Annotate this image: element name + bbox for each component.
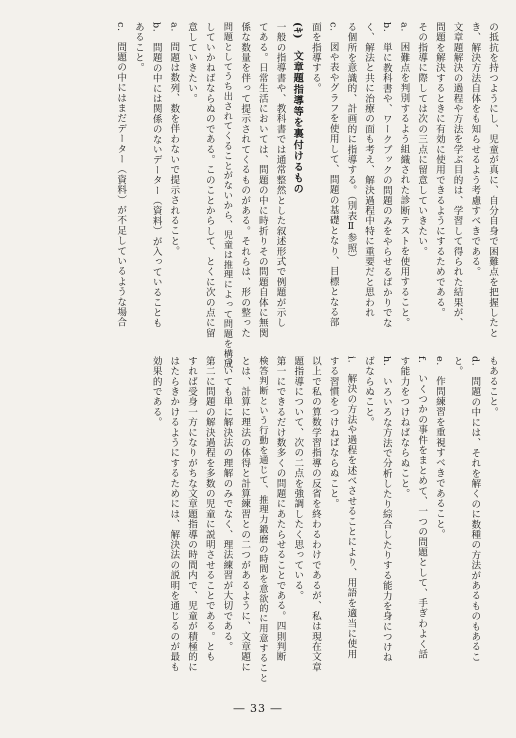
text-column: 係な数量を伴って提示されてくるものがある。それらは、形の整った: [239, 22, 251, 339]
text-column: 問題を解決するときに有効に使用できるようにするためである。: [433, 22, 445, 318]
list-item-a: a. 問題は数列、数を伴わないで提示されること。: [168, 22, 180, 257]
text-column: あること。: [132, 22, 144, 73]
list-item-h: h. いろいろな方法で分析したり綜合したりする能力を身につけね: [380, 356, 392, 663]
upper-text-block: [36, 22, 500, 369]
list-item-c: c. 問題の中にはまだデーター（資料）が不足しているような場合: [115, 22, 127, 328]
list-item-c: c. 図や表やグラフを使用して、問題の基礎となり、目標となる部: [327, 22, 339, 328]
text-column: ばならぬこと。: [363, 356, 375, 428]
text-column: 一般の指導書や、教科書では通常整然とした叙述形式で例題が示し: [274, 22, 286, 328]
text-column: すれば受身一方になりがちな文章題指導の時間内で、児童が積極的に: [186, 356, 198, 673]
text-column: 面を指導する。: [309, 22, 321, 94]
text-column: もあること。: [487, 356, 498, 418]
text-column: 第二に問題の解決過程を多数の児童に説明させることである。とも: [203, 356, 215, 662]
text-column: 意していきたい。: [186, 22, 198, 104]
text-column: する習慣をつけねばならぬこと。: [327, 356, 339, 509]
text-column: く、解法と共に治療の面も考え、解決過程中特に重要だと思われ: [363, 22, 375, 318]
text-column: 問題としてうち出されてくることがないから、児童は推理によって問題を構成: [221, 22, 233, 369]
text-column: 以上で私の算数学習指導の反省を終わるわけであるが、私は現在文章: [309, 356, 321, 673]
text-column: 題指導について、次の二点を強調したく思っている。: [292, 356, 304, 601]
text-column: き、解決方法自体をも知らせるよう考慮すべきである。: [469, 22, 481, 277]
section-heading: (ｷ) 文章題指導等を裏付けるもの: [291, 22, 304, 195]
text-column: ついても単に解決法の理解のみでなく、理法練習が大切である。: [221, 356, 233, 652]
text-column: 検答判断という行動を通じて、推理力鍛磨の時間を意欲的に用意すること: [256, 356, 268, 683]
text-column: の抵抗を持つようにし、児童が真に、自分自身で困難点を把握したと: [487, 22, 498, 339]
text-column: 文章題解決の過程や方法を学ぶ目的は、学習して得られた結果が、: [451, 22, 463, 328]
text-column: 効果的である。: [150, 356, 162, 428]
list-item-b: b. 問題の中には関係のないデーター（資料）が入っていることも: [150, 22, 162, 329]
list-item-d: d. 問題の中には、それを解くのに数種の方法があるものもあるこ: [469, 356, 481, 663]
text-column: と。: [451, 356, 463, 377]
list-item-f: f. いくつかの事件をまとめて、一つの問題として、手ぎわよく話: [416, 356, 428, 660]
lower-text-block: [36, 356, 500, 683]
text-column: 第一にできるだけ数多くの問題にあたらせることである。四則判断: [274, 356, 286, 662]
page-number: ― 33 ―: [233, 702, 283, 715]
text-column: していかねばならぬのである。このことからして、とくに次の点に留: [203, 22, 215, 339]
text-column: る個所を意識的、計画的に指導する。（別表Ⅱ参照）: [345, 22, 357, 264]
list-item-e: e. 作問練習を重視すべきであること。: [433, 356, 445, 540]
list-item-i: i. 解決の方法や過程を述べさせることにより、用語を適当に使用: [345, 356, 357, 660]
text-column: す能力をつけねばならぬこと。: [398, 356, 410, 499]
list-item-a: a. 困難点を判別するよう組織された診断テストを使用すること。: [398, 22, 410, 328]
text-column: てある。日常生活においては、問題の中に時折りその問題自体に無関: [256, 22, 268, 339]
text-column: はたらきかけるようにするためには、解決法の説明を通じるのが最も: [168, 356, 180, 673]
list-item-b: b. 単に教科書や、ワークブックの問題のみをやらせるばかりでな: [380, 22, 392, 329]
text-column: とは、計算に理法の体得と計算練習との二つがあるように、文章題に: [239, 356, 251, 673]
text-column: その指導に際しては次の三点に留意していきたい。: [416, 22, 428, 257]
